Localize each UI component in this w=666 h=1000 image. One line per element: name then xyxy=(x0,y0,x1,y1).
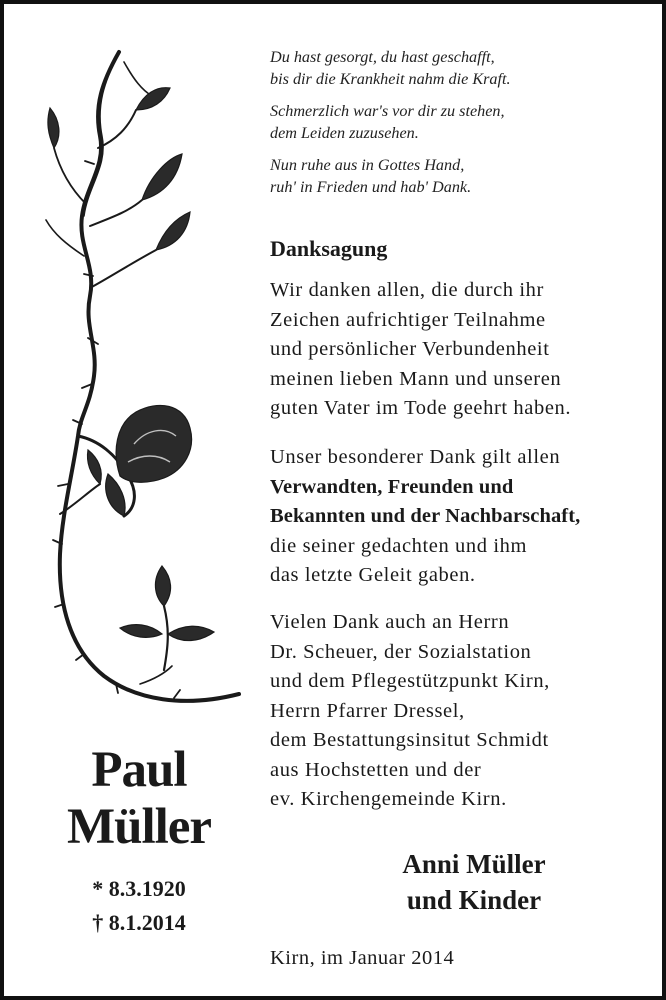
text-line: das letzte Geleit gaben. xyxy=(270,564,476,586)
poem-line: Du hast gesorgt, du hast geschafft, xyxy=(270,48,495,66)
text-line: die seiner gedachten und ihm xyxy=(270,534,528,557)
thanks-paragraph-3 xyxy=(270,608,650,815)
thanks-paragraph-2 xyxy=(270,443,650,591)
poem-line: Schmerzlich war's vor dir zu stehen, xyxy=(270,102,505,120)
death-date: † 8.1.2014 xyxy=(92,910,186,935)
text-line: und dem Pflegestützpunkt Kirn, xyxy=(270,670,550,692)
birth-date: * 8.3.1920 xyxy=(92,876,186,901)
thanks-paragraph-1 xyxy=(270,276,650,424)
bold-text-line: Verwandten, Freunden und xyxy=(270,475,514,498)
poem-stanza xyxy=(270,154,640,198)
deceased-last-name: Müller xyxy=(66,799,212,855)
text-line: Wir danken allen, die durch ihr xyxy=(270,279,544,301)
poem-line: Nun ruhe aus in Gottes Hand, xyxy=(270,156,465,174)
deceased-name xyxy=(34,742,244,856)
deceased-first-name: Paul xyxy=(91,742,187,798)
poem-stanza xyxy=(270,100,640,144)
poem-stanza xyxy=(270,46,640,90)
text-line: aus Hochstetten und der xyxy=(270,758,482,781)
rose-illustration xyxy=(24,44,254,724)
text-line: Vielen Dank auch an Herrn xyxy=(270,611,510,633)
danksagung-heading: Danksagung xyxy=(270,236,388,261)
poem-verse xyxy=(270,46,640,208)
text-line: dem Bestattungsinsitut Schmidt xyxy=(270,729,549,751)
text-line: und persönlicher Verbundenheit xyxy=(270,338,550,360)
life-dates xyxy=(34,872,244,940)
text-line: guten Vater im Tode geehrt haben. xyxy=(270,397,572,419)
poem-line: ruh' in Frieden und hab' Dank. xyxy=(270,178,472,196)
signer-line: und Kinder xyxy=(406,885,542,915)
text-line: meinen lieben Mann und unseren xyxy=(270,367,562,390)
signers xyxy=(354,846,594,918)
poem-line: bis dir die Krankheit nahm die Kraft. xyxy=(270,70,511,88)
bold-text-line: Bekannten und der Nachbarschaft, xyxy=(270,505,581,527)
text-line: Dr. Scheuer, der Sozialstation xyxy=(270,640,532,663)
text-line: ev. Kirchengemeinde Kirn. xyxy=(270,788,507,810)
poem-line: dem Leiden zuzusehen. xyxy=(270,124,419,142)
signer-line: Anni Müller xyxy=(402,849,546,879)
text-line: Unser besonderer Dank gilt allen xyxy=(270,446,561,468)
text-line: Zeichen aufrichtiger Teilnahme xyxy=(270,308,546,331)
place-and-date: Kirn, im Januar 2014 xyxy=(270,947,455,969)
text-line: Herrn Pfarrer Dressel, xyxy=(270,699,465,722)
